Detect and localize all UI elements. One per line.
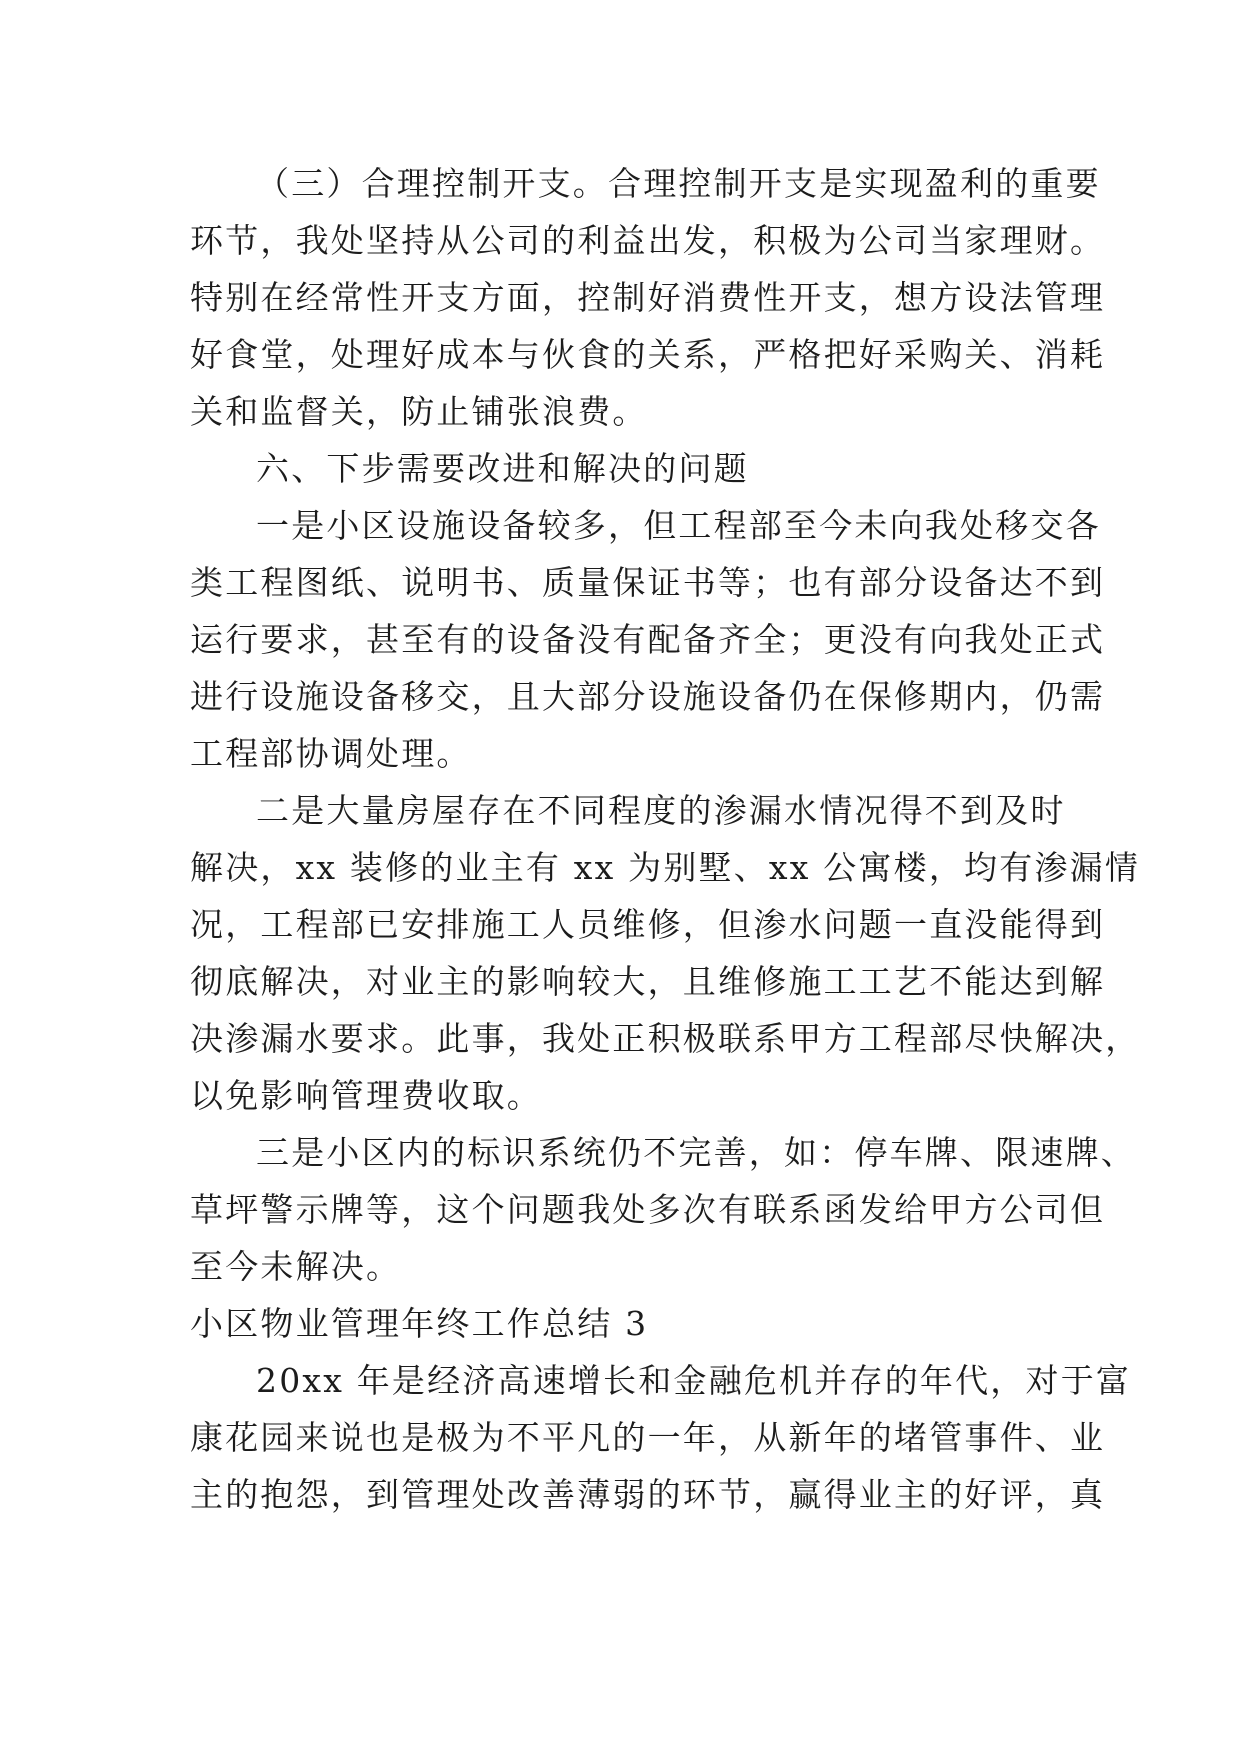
paragraph-line-24: 主的抱怨，到管理处改善薄弱的环节，赢得业主的好评，真 (190, 1475, 1106, 1514)
paragraph-line-12: 二是大量房屋存在不同程度的渗漏水情况得不到及时 (256, 791, 1066, 830)
paragraph-line-9: 运行要求，甚至有的设备没有配备齐全；更没有向我处正式 (190, 620, 1106, 659)
paragraph-line-2: 环节，我处坚持从公司的利益出发，积极为公司当家理财。 (190, 221, 1106, 260)
paragraph-line-19: 草坪警示牌等，这个问题我处多次有联系函发给甲方公司但 (190, 1190, 1106, 1229)
paragraph-line-20: 至今未解决。 (190, 1247, 402, 1286)
paragraph-line-8: 类工程图纸、说明书、质量保证书等；也有部分设备达不到 (190, 563, 1106, 602)
paragraph-line-22: 20xx 年是经济高速增长和金融危机并存的年代，对于富 (256, 1361, 1132, 1400)
paragraph-line-17: 以免影响管理费收取。 (190, 1076, 542, 1115)
paragraph-line-15: 彻底解决，对业主的影响较大，且维修施工工艺不能达到解 (190, 962, 1106, 1001)
paragraph-line-7: 一是小区设施设备较多，但工程部至今未向我处移交各 (256, 506, 1101, 545)
paragraph-line-4: 好食堂，处理好成本与伙食的关系，严格把好采购关、消耗 (190, 335, 1106, 374)
paragraph-line-16: 决渗漏水要求。此事，我处正积极联系甲方工程部尽快解决， (190, 1019, 1141, 1058)
document-title: 小区物业管理年终工作总结 3 (190, 1304, 649, 1343)
paragraph-line-3: 特别在经常性开支方面，控制好消费性开支，想方设法管理 (190, 278, 1106, 317)
paragraph-line-13: 解决，xx 装修的业主有 xx 为别墅、xx 公寓楼，均有渗漏情 (190, 848, 1141, 887)
section-heading: 六、下步需要改进和解决的问题 (256, 449, 749, 488)
paragraph-line-23: 康花园来说也是极为不平凡的一年，从新年的堵管事件、业 (190, 1418, 1106, 1457)
paragraph-line-5: 关和监督关，防止铺张浪费。 (190, 392, 648, 431)
paragraph-line-14: 况，工程部已安排施工人员维修，但渗水问题一直没能得到 (190, 905, 1106, 944)
paragraph-line-18: 三是小区内的标识系统仍不完善，如：停车牌、限速牌、 (256, 1133, 1136, 1172)
paragraph-line-11: 工程部协调处理。 (190, 734, 472, 773)
paragraph-line-10: 进行设施设备移交，且大部分设施设备仍在保修期内，仍需 (190, 677, 1106, 716)
paragraph-line-1: （三）合理控制开支。合理控制开支是实现盈利的重要 (256, 164, 1101, 203)
